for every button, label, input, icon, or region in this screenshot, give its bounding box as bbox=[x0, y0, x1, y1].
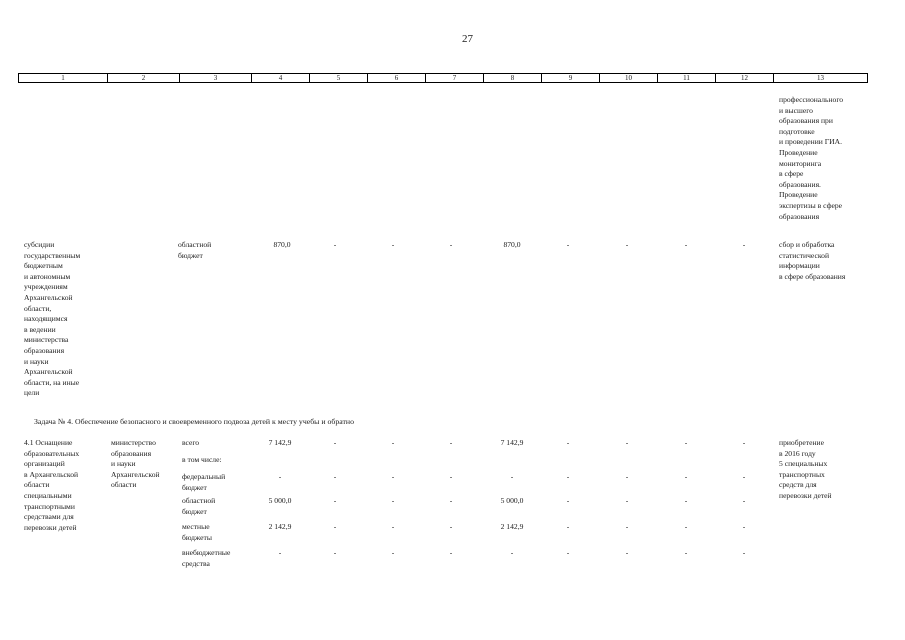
funding-col10: - bbox=[625, 496, 629, 505]
funding-col6: - bbox=[391, 496, 395, 505]
funding-col12: - bbox=[742, 438, 746, 447]
header-col-12: 12 bbox=[715, 74, 773, 82]
funding-col5: - bbox=[333, 438, 337, 447]
subsidy-col4-value: 870,0 bbox=[273, 240, 291, 249]
funding-col7: - bbox=[449, 472, 453, 481]
funding-label: федеральный бюджет bbox=[182, 472, 226, 492]
funding-col7: - bbox=[449, 496, 453, 505]
funding-col8: - bbox=[510, 548, 514, 557]
header-col-13: 13 bbox=[773, 74, 867, 82]
page-number: 27 bbox=[462, 33, 473, 45]
header-col-2: 2 bbox=[107, 74, 179, 82]
funding-col5: - bbox=[333, 472, 337, 481]
funding-col11: - bbox=[684, 438, 688, 447]
funding-col10: - bbox=[625, 548, 629, 557]
item-4-1-responsible: министерство образования и науки Архангельской области bbox=[111, 438, 160, 490]
header-col-5: 5 bbox=[309, 74, 367, 82]
funding-col9: - bbox=[566, 496, 570, 505]
funding-col8: 2 142,9 bbox=[500, 522, 524, 531]
funding-col10: - bbox=[625, 438, 629, 447]
funding-col4: 5 000,0 bbox=[268, 496, 292, 505]
funding-label: всего bbox=[182, 438, 200, 447]
funding-col6: - bbox=[391, 548, 395, 557]
funding-col8: - bbox=[510, 472, 514, 481]
funding-label: в том числе: bbox=[182, 455, 222, 464]
continuation-col13-text: профессионального и высшего образования при подготовке и проведении ГИА. Проведение мониторинга в сфере образования. Проведение экспертизы в сфере образования bbox=[779, 95, 844, 221]
funding-col11: - bbox=[684, 496, 688, 505]
funding-col6: - bbox=[391, 522, 395, 531]
funding-col5: - bbox=[333, 548, 337, 557]
funding-col8: 7 142,9 bbox=[500, 438, 524, 447]
funding-col4: - bbox=[278, 472, 282, 481]
funding-col6: - bbox=[391, 472, 395, 481]
funding-col5: - bbox=[333, 522, 337, 531]
funding-label: областной бюджет bbox=[182, 496, 216, 516]
header-col-3: 3 bbox=[179, 74, 251, 82]
funding-col11: - bbox=[684, 522, 688, 531]
funding-col4: 2 142,9 bbox=[268, 522, 292, 531]
item-4-1-description: 4.1 Оснащение образовательных организаций в Архангельской области специальными транспортными средствами для перевозки детей bbox=[24, 438, 80, 532]
header-col-8: 8 bbox=[483, 74, 541, 82]
subsidy-source: областной бюджет bbox=[178, 240, 212, 260]
funding-col5: - bbox=[333, 496, 337, 505]
subsidy-col6-value: - bbox=[391, 240, 395, 249]
subsidy-col11-value: - bbox=[684, 240, 688, 249]
funding-label: внебюджетные средства bbox=[182, 548, 231, 568]
table-header-row bbox=[18, 73, 868, 83]
funding-col6: - bbox=[391, 438, 395, 447]
funding-col12: - bbox=[742, 496, 746, 505]
funding-col12: - bbox=[742, 548, 746, 557]
subsidy-col9-value: - bbox=[566, 240, 570, 249]
header-col-11: 11 bbox=[657, 74, 715, 82]
header-col-1: 1 bbox=[61, 74, 65, 82]
subsidy-col7-value: - bbox=[449, 240, 453, 249]
header-col-4: 4 bbox=[251, 74, 309, 82]
funding-col7: - bbox=[449, 522, 453, 531]
funding-col7: - bbox=[449, 438, 453, 447]
subsidy-result: сбор и обработка статистической информации в сфере образования bbox=[779, 240, 846, 281]
funding-col10: - bbox=[625, 522, 629, 531]
funding-col9: - bbox=[566, 548, 570, 557]
funding-col9: - bbox=[566, 438, 570, 447]
header-col-10: 10 bbox=[599, 74, 657, 82]
funding-col9: - bbox=[566, 522, 570, 531]
subsidy-col10-value: - bbox=[625, 240, 629, 249]
item-4-1-result: приобретение в 2016 году 5 специальных транспортных средств для перевозки детей bbox=[779, 438, 832, 500]
funding-col11: - bbox=[684, 472, 688, 481]
funding-col12: - bbox=[742, 472, 746, 481]
funding-col4: 7 142,9 bbox=[268, 438, 292, 447]
funding-col4: - bbox=[278, 548, 282, 557]
funding-col9: - bbox=[566, 472, 570, 481]
subsidy-col8-value: 870,0 bbox=[503, 240, 521, 249]
task-4-title: Задача № 4. Обеспечение безопасного и своевременного подвоза детей к месту учебы и обратно bbox=[34, 417, 354, 426]
subsidy-col5-value: - bbox=[333, 240, 337, 249]
funding-col10: - bbox=[625, 472, 629, 481]
subsidy-description: субсидии государственным бюджетным и автономным учреждениям Архангельской области, находящимся в ведении министерства образования и науки Архангельской области, на иные цели bbox=[24, 240, 81, 398]
funding-label: местные бюджеты bbox=[182, 522, 212, 542]
funding-col7: - bbox=[449, 548, 453, 557]
header-col-7: 7 bbox=[425, 74, 483, 82]
subsidy-col12-value: - bbox=[742, 240, 746, 249]
funding-col12: - bbox=[742, 522, 746, 531]
funding-col11: - bbox=[684, 548, 688, 557]
header-col-6: 6 bbox=[367, 74, 425, 82]
funding-col8: 5 000,0 bbox=[500, 496, 524, 505]
header-col-9: 9 bbox=[541, 74, 599, 82]
